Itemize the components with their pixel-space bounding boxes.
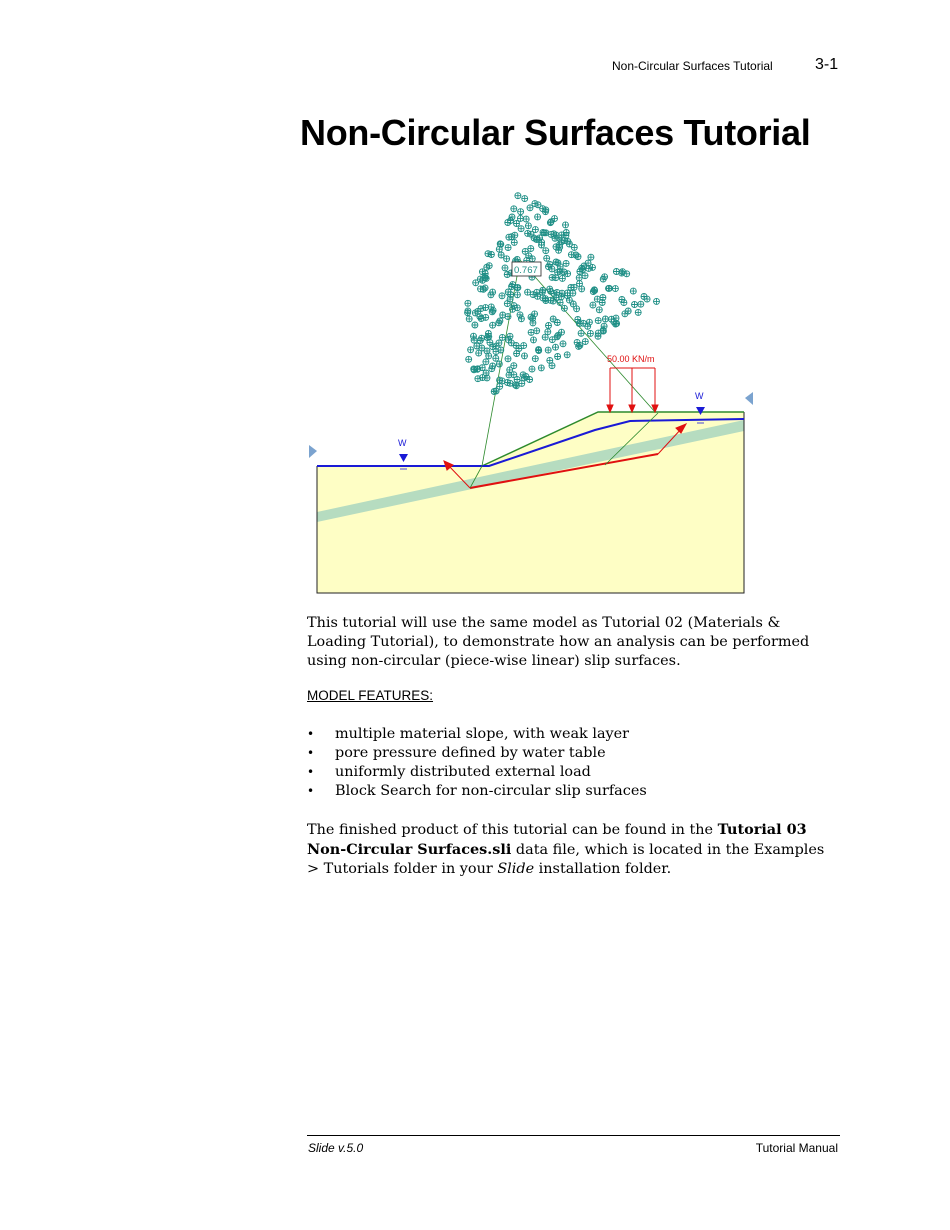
- grid-point: [644, 296, 650, 302]
- grid-point: [528, 329, 534, 335]
- grid-point: [487, 339, 493, 345]
- grid-point: [486, 353, 492, 359]
- grid-point: [545, 347, 551, 353]
- footer-product-version: Slide v.5.0: [308, 1141, 364, 1155]
- grid-point: [488, 292, 494, 298]
- grid-point: [554, 320, 560, 326]
- grid-point: [534, 236, 540, 242]
- grid-point: [619, 297, 625, 303]
- closing-text-end: installation folder.: [534, 861, 672, 877]
- grid-point: [509, 214, 515, 220]
- grid-point: [496, 361, 502, 367]
- grid-point: [485, 331, 491, 337]
- grid-point: [500, 312, 506, 318]
- grid-point: [602, 316, 608, 322]
- grid-point: [606, 285, 612, 291]
- grid-point: [574, 306, 580, 312]
- grid-point: [561, 305, 567, 311]
- footer-manual-title: Tutorial Manual: [755, 1141, 838, 1155]
- grid-point: [550, 316, 556, 322]
- grid-point: [493, 343, 499, 349]
- grid-point: [571, 244, 577, 250]
- grid-point: [582, 339, 588, 345]
- grid-point: [538, 365, 544, 371]
- grid-point: [535, 214, 541, 220]
- grid-point: [532, 356, 538, 362]
- list-item: • pore pressure defined by water table: [307, 744, 647, 763]
- distributed-load: [607, 368, 658, 412]
- grid-point: [466, 316, 472, 322]
- data-file-name: Tutorial 03 Non-Circular Surfaces.sli: [307, 821, 807, 858]
- grid-point: [557, 242, 563, 248]
- grid-point: [632, 302, 638, 308]
- grid-point: [563, 260, 569, 266]
- grid-point: [600, 327, 606, 333]
- grid-point: [483, 305, 489, 311]
- grid-point: [510, 306, 516, 312]
- product-name: Slide: [497, 861, 535, 877]
- grid-point: [509, 284, 515, 290]
- grid-point: [555, 332, 561, 338]
- right-limit-marker-icon: [745, 392, 753, 405]
- grid-point: [576, 275, 582, 281]
- load-arrowhead: [652, 405, 658, 412]
- grid-point: [525, 223, 531, 229]
- grid-point: [568, 285, 574, 291]
- grid-point: [564, 352, 570, 358]
- grid-point: [599, 300, 605, 306]
- grid-point: [527, 205, 533, 211]
- grid-point: [577, 342, 583, 348]
- grid-point: [595, 333, 601, 339]
- grid-point: [522, 248, 528, 254]
- closing-text-middle: data file, which is located in the Examples > Tutorials folder in your: [307, 842, 825, 877]
- grid-point: [555, 354, 561, 360]
- grid-point: [582, 273, 588, 279]
- grid-point: [499, 293, 505, 299]
- grid-point: [602, 274, 608, 280]
- grid-point: [472, 310, 478, 316]
- grid-point: [532, 311, 538, 317]
- grid-point: [535, 293, 541, 299]
- grid-point: [638, 301, 644, 307]
- grid-point: [588, 254, 594, 260]
- grid-point: [579, 286, 585, 292]
- grid-point: [473, 280, 479, 286]
- grid-point: [596, 307, 602, 313]
- radius-line: [520, 260, 655, 412]
- grid-point: [561, 269, 567, 275]
- grid-point: [532, 201, 538, 207]
- grid-point: [601, 323, 607, 329]
- grid-point: [489, 366, 495, 372]
- grid-point: [549, 363, 555, 369]
- slope-model-svg: [300, 180, 760, 600]
- grid-point: [522, 353, 528, 359]
- grid-point: [553, 275, 559, 281]
- grid-point: [515, 193, 521, 199]
- grid-point: [514, 221, 520, 227]
- grid-point: [544, 255, 550, 261]
- grid-point: [625, 308, 631, 314]
- grid-point: [635, 309, 641, 315]
- grid-point: [505, 356, 511, 362]
- grid-point: [521, 343, 527, 349]
- grid-point: [505, 289, 511, 295]
- grid-point: [504, 256, 510, 262]
- grid-point: [566, 297, 572, 303]
- grid-point: [511, 239, 517, 245]
- closing-paragraph: [307, 820, 837, 879]
- grid-point: [511, 303, 517, 309]
- list-item: • multiple material slope, with weak layer: [307, 725, 647, 744]
- grid-point: [553, 259, 559, 265]
- grid-point: [559, 290, 565, 296]
- grid-point: [557, 300, 563, 306]
- grid-point: [484, 375, 490, 381]
- grid-point: [549, 266, 555, 272]
- grid-point: [466, 356, 472, 362]
- grid-point: [511, 206, 517, 212]
- grid-point: [483, 314, 489, 320]
- grid-point: [534, 328, 540, 334]
- grid-point: [511, 363, 517, 369]
- grid-point: [490, 322, 496, 328]
- grid-point: [476, 350, 482, 356]
- grid-point: [471, 366, 477, 372]
- grid-point: [468, 347, 474, 353]
- grid-point: [580, 320, 586, 326]
- grid-point: [477, 338, 483, 344]
- grid-point: [465, 300, 471, 306]
- grid-point: [525, 230, 531, 236]
- grid-point: [517, 215, 523, 221]
- grid-point: [587, 330, 593, 336]
- grid-point: [497, 318, 503, 324]
- footer-divider: [307, 1135, 840, 1136]
- grid-point: [563, 230, 569, 236]
- grid-point: [575, 317, 581, 323]
- grid-point: [612, 286, 618, 292]
- grid-point: [590, 302, 596, 308]
- grid-point: [504, 301, 510, 307]
- grid-point: [521, 375, 527, 381]
- water-triangle-icon: [399, 454, 408, 462]
- grid-point: [654, 298, 660, 304]
- grid-point: [523, 374, 529, 380]
- grid-point: [504, 272, 510, 278]
- grid-point: [485, 251, 491, 257]
- grid-point: [560, 341, 566, 347]
- grid-point: [518, 209, 524, 215]
- grid-point: [472, 322, 478, 328]
- grid-point: [507, 296, 513, 302]
- grid-point: [613, 269, 619, 275]
- load-arrowhead: [607, 405, 613, 412]
- grid-point: [502, 265, 508, 271]
- grid-point: [546, 323, 552, 329]
- grid-point: [518, 316, 524, 322]
- page-number: 3-1: [815, 56, 839, 73]
- grid-point: [514, 256, 520, 262]
- grid-point: [543, 248, 549, 254]
- grid-point: [491, 389, 497, 395]
- grid-point: [517, 312, 523, 318]
- grid-point: [471, 333, 477, 339]
- grid-point: [507, 333, 513, 339]
- water-symbol-left: [398, 438, 409, 469]
- grid-point: [483, 359, 489, 365]
- grid-point: [630, 288, 636, 294]
- grid-point: [482, 285, 488, 291]
- running-header-title: Non-Circular Surfaces Tutorial: [612, 59, 773, 73]
- load-arrowhead: [629, 405, 635, 412]
- grid-points: [465, 193, 660, 395]
- grid-point: [595, 318, 601, 324]
- grid-point: [542, 334, 548, 340]
- intro-paragraph: This tutorial will use the same model as Tutorial 02 (Materials & Loading Tutorial), to demonstrate how an analysis can be performed using non-circular (piece-wise linear) slip surfaces.: [307, 615, 810, 669]
- water-label-left: W: [398, 438, 407, 448]
- grid-point: [506, 234, 512, 240]
- grid-point: [540, 287, 546, 293]
- grid-point: [493, 355, 499, 361]
- grid-point: [543, 209, 549, 215]
- grid-point: [479, 365, 485, 371]
- grid-point: [514, 351, 520, 357]
- grid-point: [498, 252, 504, 258]
- water-label-right: W: [695, 391, 704, 401]
- grid-point: [541, 230, 547, 236]
- grid-point: [553, 344, 559, 350]
- grid-point: [518, 226, 524, 232]
- closing-text-start: The finished product of this tutorial can be found in the: [307, 822, 718, 838]
- grid-point: [497, 377, 503, 383]
- grid-point: [486, 263, 492, 269]
- grid-point: [499, 334, 505, 340]
- model-features-heading: MODEL FEATURES:: [307, 688, 434, 703]
- grid-point: [505, 245, 511, 251]
- grid-point: [482, 275, 488, 281]
- grid-point: [522, 196, 528, 202]
- grid-point: [624, 271, 630, 277]
- grid-point: [497, 241, 503, 247]
- list-item: • Block Search for non-circular slip surfaces: [307, 782, 647, 801]
- grid-point: [551, 231, 557, 237]
- grid-point: [547, 220, 553, 226]
- grid-point: [489, 309, 495, 315]
- grid-point: [563, 222, 569, 228]
- safety-factor-label: 0.767: [514, 265, 538, 276]
- grid-point: [613, 321, 619, 327]
- grid-point: [578, 330, 584, 336]
- grid-point: [465, 310, 471, 316]
- grid-point: [592, 288, 598, 294]
- page-title: Non-Circular Surfaces Tutorial: [300, 112, 811, 153]
- grid-point: [514, 285, 520, 291]
- load-label: 50.00 KN/m: [607, 354, 655, 364]
- grid-point: [523, 216, 529, 222]
- grid-point: [585, 323, 591, 329]
- slope-model-figure: [300, 180, 760, 600]
- grid-point: [508, 218, 514, 224]
- grid-point: [559, 275, 565, 281]
- grid-point: [474, 343, 480, 349]
- model-features-list: [307, 725, 647, 801]
- grid-point: [513, 383, 519, 389]
- grid-point: [531, 337, 537, 343]
- grid-point: [532, 227, 538, 233]
- grid-point: [586, 265, 592, 271]
- list-item: • uniformly distributed external load: [307, 763, 647, 782]
- grid-point: [536, 347, 542, 353]
- grid-point: [514, 292, 520, 298]
- grid-point: [529, 366, 535, 372]
- grid-point: [565, 238, 571, 244]
- grid-point: [573, 252, 579, 258]
- grid-point: [511, 372, 517, 378]
- grid-point: [508, 340, 514, 346]
- left-limit-marker-icon: [309, 445, 317, 458]
- grid-point: [528, 246, 534, 252]
